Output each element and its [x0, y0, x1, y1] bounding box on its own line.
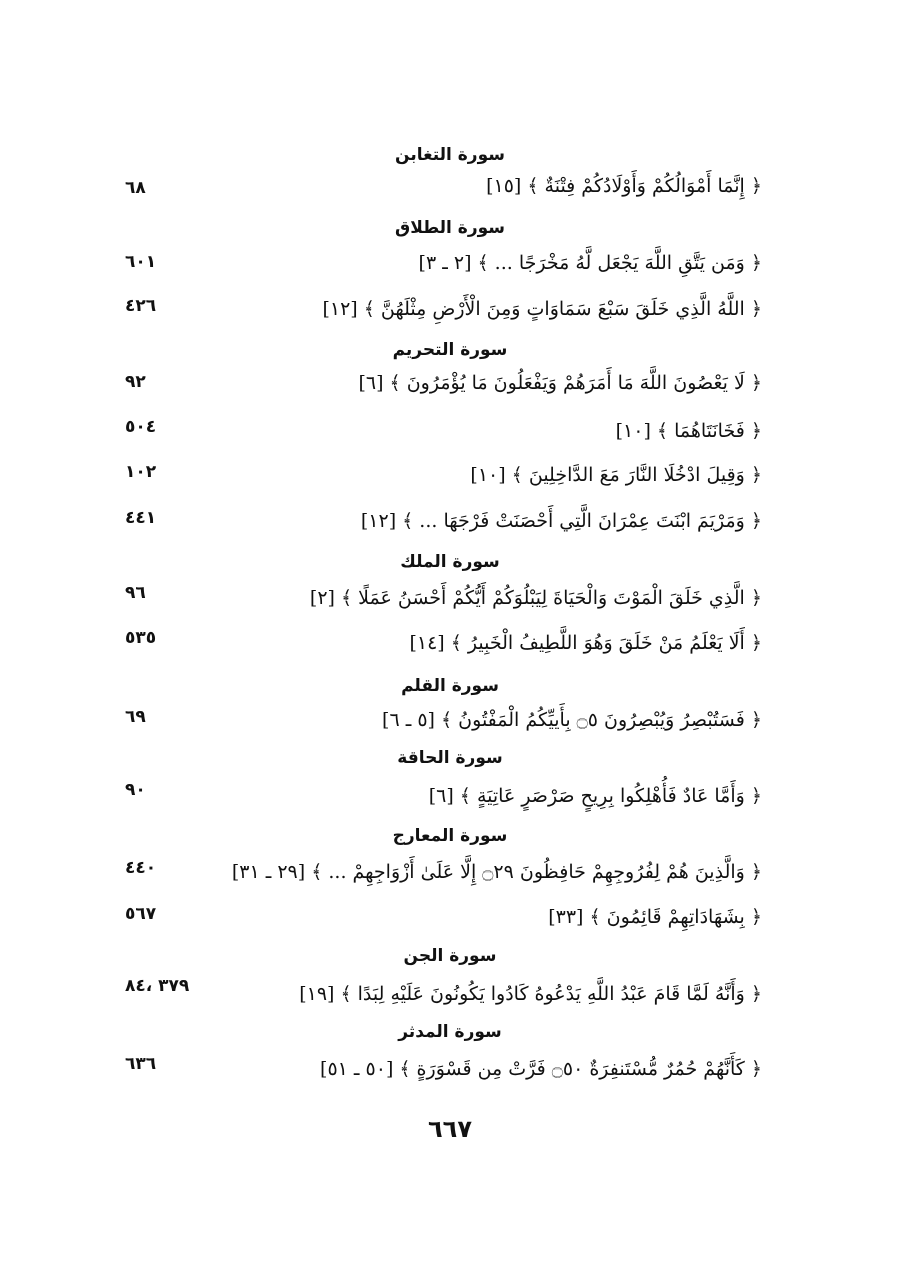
surah-heading: سورة الملك	[400, 552, 500, 572]
surah-heading: سورة الطلاق	[395, 218, 505, 238]
page-reference: ٥٣٥	[125, 628, 157, 648]
page-reference: ٦٨	[125, 178, 146, 198]
verse-entry: ﴿ لَا يَعْصُونَ اللَّهَ مَا أَمَرَهُمْ وَيَفْعَلُونَ مَا يُؤْمَرُونَ ﴾ [٦]	[358, 372, 762, 394]
page-reference: ٦٩	[125, 707, 146, 727]
page-reference: ٩٠	[125, 780, 146, 800]
page-reference: ٥٠٤	[125, 417, 157, 437]
surah-heading: سورة القلم	[401, 676, 499, 696]
surah-heading: سورة الحاقة	[397, 748, 503, 768]
page-reference: ٩٦	[125, 583, 146, 603]
verse-entry: ﴿ كَأَنَّهُمْ حُمُرٌ مُّسْتَنفِرَةٌ ۝٥٠ فَرَّتْ مِن قَسْوَرَةٍ ﴾ [٥٠ ـ ٥١]	[320, 1058, 762, 1080]
verse-entry: ﴿ وَأَنَّهُ لَمَّا قَامَ عَبْدُ اللَّهِ يَدْعُوهُ كَادُوا يَكُونُونَ عَلَيْهِ لِبَدًا ﴾ [١٩]	[299, 983, 762, 1005]
verse-entry: ﴿ بِشَهَادَاتِهِمْ قَائِمُونَ ﴾ [٣٣]	[548, 906, 762, 928]
page-reference: ٦٣٦	[125, 1054, 157, 1074]
verse-entry: ﴿ إِنَّمَا أَمْوَالُكُمْ وَأَوْلَادُكُمْ فِتْنَةٌ ﴾ [١٥]	[486, 175, 762, 197]
verse-entry: ﴿ وَالَّذِينَ هُمْ لِفُرُوجِهِمْ حَافِظُونَ ۝٢٩ إِلَّا عَلَىٰ أَزْوَاجِهِمْ ... ﴾ [٢٩ ـ ٣١]	[231, 861, 762, 883]
verse-entry: ﴿ وَأَمَّا عَادٌ فَأُهْلِكُوا بِرِيحٍ صَرْصَرٍ عَاتِيَةٍ ﴾ [٦]	[428, 785, 762, 807]
verse-entry: ﴿ أَلَا يَعْلَمُ مَنْ خَلَقَ وَهُوَ اللَّطِيفُ الْخَبِيرُ ﴾ [١٤]	[409, 632, 762, 654]
page-reference: ٤٤١	[125, 508, 157, 528]
surah-heading: سورة الجن	[403, 946, 497, 966]
surah-heading: سورة التغابن	[395, 145, 505, 165]
page-reference: ٦٠١	[125, 252, 157, 272]
verse-entry: ﴿ اللَّهُ الَّذِي خَلَقَ سَبْعَ سَمَاوَاتٍ وَمِنَ الْأَرْضِ مِثْلَهُنَّ ﴾ [١٢]	[322, 298, 762, 320]
verse-entry: ﴿ فَخَانَتَاهُمَا ﴾ [١٠]	[615, 420, 762, 442]
verse-entry: ﴿ وَمَن يَتَّقِ اللَّهَ يَجْعَل لَّهُ مَخْرَجًا ... ﴾ [٢ ـ ٣]	[418, 252, 762, 274]
page-reference: ١٠٢	[125, 462, 157, 482]
page-reference: ٤٢٦	[125, 296, 157, 316]
page-number: ٦٦٧	[428, 1115, 472, 1143]
page-reference: ٣٧٩ ،٨٤	[125, 976, 190, 996]
page-reference: ٩٢	[125, 372, 146, 392]
surah-heading: سورة التحريم	[392, 340, 508, 360]
verse-entry: ﴿ وَمَرْيَمَ ابْنَتَ عِمْرَانَ الَّتِي أَحْصَنَتْ فَرْجَهَا ... ﴾ [١٢]	[360, 510, 762, 532]
verse-entry: ﴿ وَقِيلَ ادْخُلَا النَّارَ مَعَ الدَّاخِلِينَ ﴾ [١٠]	[470, 464, 762, 486]
page-reference: ٤٤٠	[125, 858, 157, 878]
verse-entry: ﴿ فَسَتُبْصِرُ وَيُبْصِرُونَ ۝٥ بِأَييِّكُمُ الْمَفْتُونُ ﴾ [٥ ـ ٦]	[382, 709, 762, 731]
surah-heading: سورة المعارج	[392, 826, 508, 846]
surah-heading: سورة المدثر	[398, 1022, 502, 1042]
verse-entry: ﴿ الَّذِي خَلَقَ الْمَوْتَ وَالْحَيَاةَ لِيَبْلُوَكُمْ أَيُّكُمْ أَحْسَنُ عَمَلًا ﴾ [٢]	[309, 587, 762, 609]
page-reference: ٥٦٧	[125, 904, 157, 924]
